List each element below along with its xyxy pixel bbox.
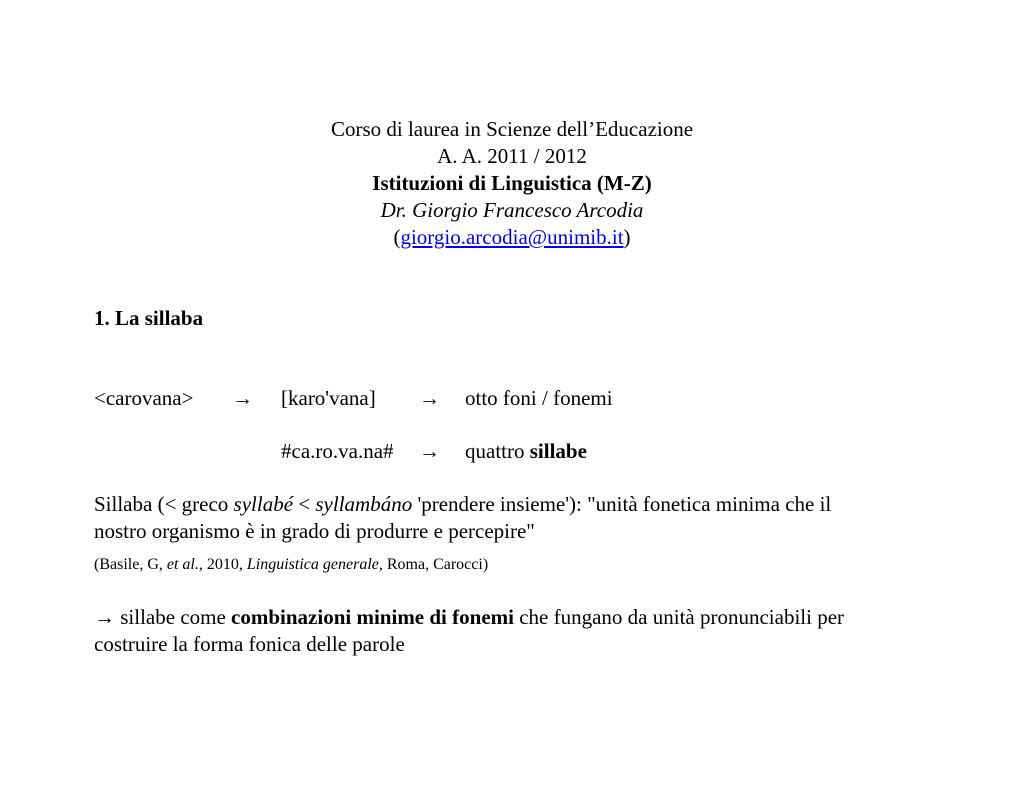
phoneme-count: otto foni / fonemi — [465, 386, 613, 410]
definition-paragraph — [94, 491, 930, 545]
email-link[interactable]: giorgio.arcodia@unimib.it — [400, 225, 624, 249]
syllable-count — [465, 438, 587, 465]
arrow-icon: → — [419, 386, 440, 410]
conclusion-text: che fungano da unità pronunciabili per — [513, 605, 845, 629]
email-line — [0, 224, 1024, 251]
syllable-count-text: quattro — [465, 439, 530, 463]
citation-etal: et al. — [166, 556, 199, 573]
syllabified-word: #ca.ro.va.na# — [281, 439, 394, 463]
definition-text: 'prendere insieme'): "unità fonetica minima che il — [412, 492, 832, 516]
greek-term: syllabé — [233, 492, 294, 516]
citation-text: , 2010, — [198, 556, 247, 573]
email-paren-close: ) — [623, 225, 631, 249]
definition-line-1 — [94, 491, 930, 518]
section-title: 1. La sillaba — [94, 306, 204, 330]
phonetic-transcription: [karo'vana] — [281, 386, 376, 410]
teacher-name: Dr. Giorgio Francesco Arcodia — [380, 198, 644, 222]
course-name: Corso di laurea in Scienze dell’Educazione — [330, 117, 694, 141]
conclusion-paragraph — [94, 604, 930, 658]
email-paren-open: ( — [393, 225, 401, 249]
citation-text: , Roma, Carocci) — [378, 556, 489, 573]
conclusion-keyword: combinazioni minime di fonemi — [231, 605, 514, 629]
example-row-phonemes — [0, 385, 1024, 412]
definition-text: Sillaba (< greco — [94, 492, 234, 516]
subject-title: Istituzioni di Linguistica (M-Z) — [372, 171, 652, 195]
definition-text: < — [293, 492, 316, 516]
conclusion-line-1 — [94, 604, 930, 631]
example-row-syllables — [0, 438, 1024, 465]
arrow-icon: → — [419, 439, 440, 463]
greek-verb: syllambáno — [315, 492, 413, 516]
arrow-icon: → — [232, 386, 253, 410]
academic-year: A. A. 2011 / 2012 — [437, 144, 587, 168]
syllable-keyword: sillabe — [529, 439, 587, 463]
document-header — [0, 116, 1024, 251]
definition-line-2: nostro organismo è in grado di produrre e percepire" — [94, 519, 535, 543]
example-word: <carovana> — [94, 386, 194, 410]
citation-book-title: Linguistica generale — [246, 556, 379, 573]
conclusion-line-2: costruire la forma fonica delle parole — [94, 632, 405, 656]
citation — [94, 556, 488, 574]
citation-text: (Basile, G, — [94, 556, 167, 573]
conclusion-text: → sillabe come — [94, 605, 232, 629]
